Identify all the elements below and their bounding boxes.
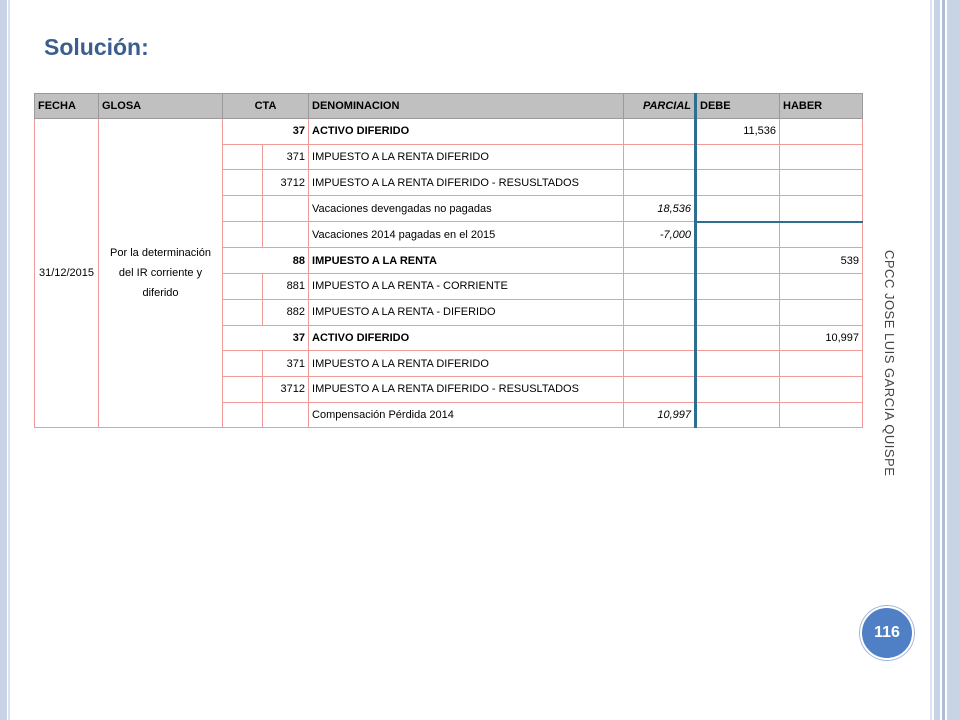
debe-cell <box>696 248 780 274</box>
cta-cell: 88 <box>223 248 309 274</box>
fecha-cell: 31/12/2015 <box>35 119 99 428</box>
haber-cell: 539 <box>780 248 863 274</box>
glosa-cell: Por la determinación del IR corriente y diferido <box>99 119 223 428</box>
cta-cell: 37 <box>223 325 309 351</box>
parcial-cell <box>624 325 696 351</box>
denominacion-cell: IMPUESTO A LA RENTA DIFERIDO <box>309 144 624 170</box>
denominacion-cell: IMPUESTO A LA RENTA - CORRIENTE <box>309 274 624 300</box>
parcial-cell <box>624 351 696 377</box>
haber-cell <box>780 402 863 428</box>
journal-entry-table <box>34 93 863 428</box>
header-denominacion: DENOMINACION <box>309 94 624 119</box>
cta-cell <box>263 222 309 248</box>
haber-cell <box>780 119 863 145</box>
parcial-cell <box>624 376 696 402</box>
debe-cell <box>696 144 780 170</box>
left-decorative-line <box>8 0 10 720</box>
debe-cell <box>696 222 780 248</box>
parcial-cell <box>624 170 696 196</box>
debe-cell <box>696 402 780 428</box>
haber-cell <box>780 274 863 300</box>
denominacion-cell: IMPUESTO A LA RENTA DIFERIDO <box>309 351 624 377</box>
parcial-cell <box>624 119 696 145</box>
haber-cell <box>780 376 863 402</box>
author-vertical-text: CPCC JOSE LUIS GARCIA QUISPE <box>882 250 897 477</box>
parcial-cell <box>624 274 696 300</box>
header-debe: DEBE <box>696 94 780 119</box>
denominacion-cell: IMPUESTO A LA RENTA DIFERIDO - RESUSLTADOS <box>309 376 624 402</box>
haber-cell <box>780 222 863 248</box>
haber-cell <box>780 299 863 325</box>
debe-cell: 11,536 <box>696 119 780 145</box>
cta-cell: 37 <box>223 119 309 145</box>
header-cta: CTA <box>223 94 309 119</box>
cta-cell: 3712 <box>263 170 309 196</box>
cta-cell <box>263 196 309 222</box>
denominacion-cell: IMPUESTO A LA RENTA - DIFERIDO <box>309 299 624 325</box>
denominacion-cell: ACTIVO DIFERIDO <box>309 119 624 145</box>
table-header-row <box>35 94 863 119</box>
cta-cell: 882 <box>263 299 309 325</box>
cta-cell: 371 <box>263 144 309 170</box>
denominacion-cell: Vacaciones devengadas no pagadas <box>309 196 624 222</box>
cta-cell <box>263 402 309 428</box>
haber-cell <box>780 170 863 196</box>
debe-cell <box>696 170 780 196</box>
parcial-cell: 18,536 <box>624 196 696 222</box>
debe-cell <box>696 274 780 300</box>
table-row <box>35 119 863 145</box>
parcial-cell <box>624 248 696 274</box>
debe-cell <box>696 299 780 325</box>
denominacion-cell: IMPUESTO A LA RENTA <box>309 248 624 274</box>
header-parcial: PARCIAL <box>624 94 696 119</box>
parcial-cell <box>624 299 696 325</box>
left-decorative-bar <box>0 0 7 720</box>
cta-cell: 881 <box>263 274 309 300</box>
debe-cell <box>696 325 780 351</box>
denominacion-cell: Compensación Pérdida 2014 <box>309 402 624 428</box>
debe-cell <box>696 376 780 402</box>
parcial-cell: -7,000 <box>624 222 696 248</box>
denominacion-cell: Vacaciones 2014 pagadas en el 2015 <box>309 222 624 248</box>
denominacion-cell: ACTIVO DIFERIDO <box>309 325 624 351</box>
cta-cell: 3712 <box>263 376 309 402</box>
header-glosa: GLOSA <box>99 94 223 119</box>
parcial-cell: 10,997 <box>624 402 696 428</box>
haber-cell <box>780 351 863 377</box>
denominacion-cell: IMPUESTO A LA RENTA DIFERIDO - RESUSLTADOS <box>309 170 624 196</box>
debe-cell <box>696 351 780 377</box>
right-decorative-bars <box>930 0 960 720</box>
cta-cell: 371 <box>263 351 309 377</box>
page-number-badge: 116 <box>860 606 914 660</box>
debe-cell <box>696 196 780 222</box>
parcial-cell <box>624 144 696 170</box>
haber-cell: 10,997 <box>780 325 863 351</box>
slide-title: Solución: <box>44 34 149 60</box>
haber-cell <box>780 196 863 222</box>
haber-cell <box>780 144 863 170</box>
header-fecha: FECHA <box>35 94 99 119</box>
header-haber: HABER <box>780 94 863 119</box>
